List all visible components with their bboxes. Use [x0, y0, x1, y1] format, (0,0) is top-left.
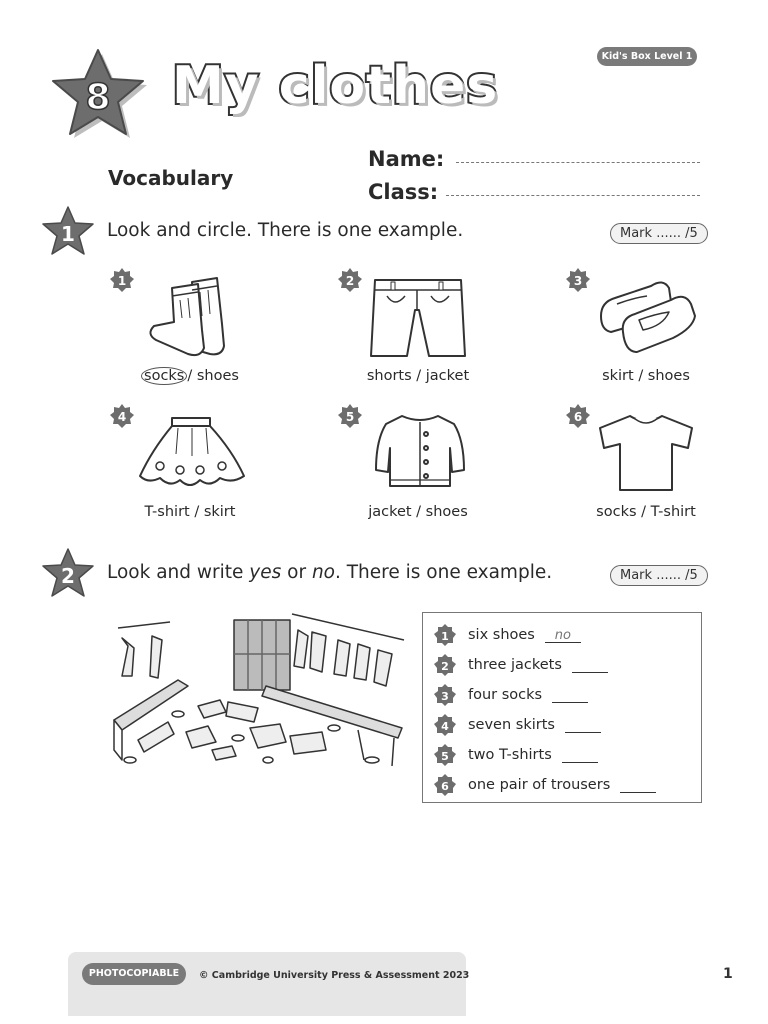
unit-number: 8 [85, 77, 111, 118]
section2-star-icon [40, 546, 96, 600]
question-4-badge [433, 713, 457, 737]
svg-text:5: 5 [345, 410, 355, 424]
item-3-badge [565, 267, 591, 293]
changing-room-illustration [108, 610, 408, 770]
photocopiable-badge: PHOTOCOPIABLE [82, 963, 186, 985]
answer-2-field[interactable] [572, 658, 608, 673]
shorts-icon [367, 276, 469, 360]
item-2-caption[interactable]: shorts / jacket [366, 368, 470, 384]
questions-box [422, 612, 702, 803]
question-6: 6 one pair of trousers [433, 773, 656, 797]
svg-text:2: 2 [61, 564, 75, 588]
answer-1-field[interactable]: no [545, 628, 581, 643]
svg-text:3: 3 [441, 690, 449, 703]
answer-5-field[interactable] [562, 748, 598, 763]
question-4: 4 seven skirts [433, 713, 601, 737]
section1-instruction: Look and circle. There is one example. [107, 220, 464, 241]
page-title: My clothes [172, 56, 499, 116]
shoes-icon [595, 272, 699, 360]
section2-mark: Mark ...... /5 [610, 565, 708, 586]
item-4-caption[interactable]: T-shirt / skirt [144, 504, 236, 520]
page-number: 1 [723, 966, 733, 982]
item-1-caption[interactable] [90, 368, 290, 384]
answer-6-field[interactable] [620, 778, 656, 793]
svg-text:2: 2 [441, 660, 449, 673]
level-badge: Kid's Box Level 1 [597, 47, 697, 66]
name-field[interactable] [456, 162, 700, 163]
question-2: 2 three jackets [433, 653, 608, 677]
class-field[interactable] [446, 195, 700, 196]
question-1-badge [433, 623, 457, 647]
svg-text:6: 6 [573, 410, 583, 424]
name-label: Name: [368, 147, 445, 171]
item-5-badge [337, 403, 363, 429]
jacket-icon [372, 410, 468, 494]
question-2-badge [433, 653, 457, 677]
item-4-badge [109, 403, 135, 429]
answer-4-field[interactable] [565, 718, 601, 733]
svg-text:4: 4 [117, 410, 127, 424]
copyright-text: © Cambridge University Press & Assessment 2023 [199, 970, 470, 981]
item-6-caption[interactable]: socks / T-shirt [596, 504, 696, 520]
svg-text:1: 1 [441, 630, 449, 643]
section1-mark: Mark ...... /5 [610, 223, 708, 244]
svg-text:4: 4 [441, 720, 449, 733]
item-6-badge [565, 403, 591, 429]
svg-text:6: 6 [441, 780, 449, 793]
circled-answer: socks [141, 367, 187, 385]
item-1-option-b: / shoes [187, 368, 239, 384]
question-3-badge [433, 683, 457, 707]
item-1-badge [109, 267, 135, 293]
unit-star-icon [48, 45, 148, 140]
question-1: 1 six shoes no [433, 623, 581, 647]
question-3: 3 four socks [433, 683, 588, 707]
question-5-badge [433, 743, 457, 767]
svg-text:1: 1 [117, 274, 127, 288]
item-2-badge [337, 267, 363, 293]
svg-text:1: 1 [61, 222, 75, 246]
socks-icon [142, 274, 238, 360]
vocabulary-heading: Vocabulary [108, 166, 234, 190]
item-3-caption[interactable]: skirt / shoes [602, 368, 690, 384]
svg-text:3: 3 [573, 274, 583, 288]
item-5-caption[interactable]: jacket / shoes [368, 504, 468, 520]
class-label: Class: [368, 180, 439, 204]
section1-star-icon [40, 204, 96, 258]
tshirt-icon [596, 412, 696, 494]
skirt-icon [136, 414, 248, 494]
svg-text:2: 2 [345, 274, 355, 288]
question-5: 5 two T-shirts [433, 743, 598, 767]
section2-instruction: Look and write yes or no. There is one example. [107, 562, 553, 583]
svg-text:5: 5 [441, 750, 449, 763]
question-6-badge [433, 773, 457, 797]
answer-3-field[interactable] [552, 688, 588, 703]
